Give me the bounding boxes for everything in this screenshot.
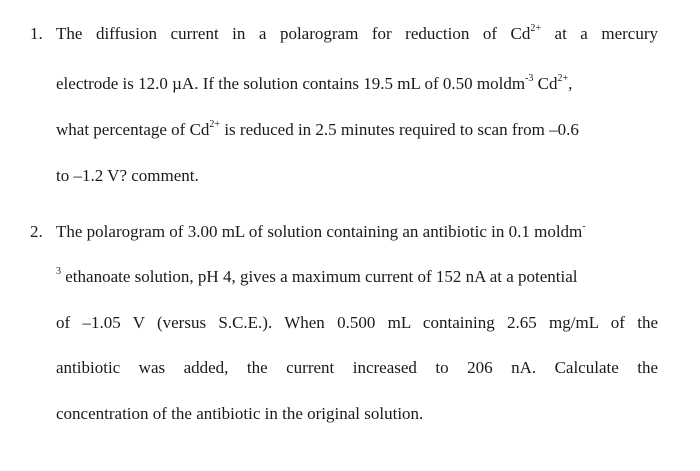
superscript-text: 2+	[557, 73, 569, 85]
text-segment: The diffusion current in a polarogram for reduction of Cd	[56, 24, 531, 43]
question-number: 1.	[30, 24, 43, 43]
superscript-text: 2+	[209, 119, 221, 131]
text-segment: is reduced in 2.5 minutes required to scan from –0.6	[220, 120, 579, 139]
question-line	[56, 222, 586, 242]
question-line	[56, 358, 658, 378]
text-segment: The polarogram of 3.00 mL of solution containing an antibiotic in 0.1 moldm	[56, 222, 583, 241]
text-segment: what percentage of Cd	[56, 120, 210, 139]
text-segment: of –1.05 V (versus S.C.E.). When 0.500 mL containing 2.65 mg/mL of the	[56, 313, 658, 332]
question-line	[56, 120, 579, 140]
question-number: 2.	[30, 222, 43, 241]
text-segment: to –1.2 V? comment.	[56, 166, 199, 185]
text-segment: electrode is 12.0 µA. If the solution contains 19.5 mL of 0.50 moldm	[56, 74, 526, 93]
question-line	[56, 166, 199, 186]
text-segment: at a mercury	[541, 24, 658, 43]
question-line	[56, 24, 658, 44]
question-line	[56, 313, 658, 333]
question-line	[56, 404, 423, 424]
question-line	[56, 267, 578, 287]
text-segment: ethanoate solution, pH 4, gives a maximum current of 152 nA at a potential	[61, 267, 578, 286]
superscript-text: -3	[525, 73, 534, 85]
superscript-text: 3	[56, 266, 61, 278]
text-segment: ,	[568, 74, 573, 93]
superscript-text: 2+	[530, 23, 542, 35]
question-line	[56, 74, 572, 94]
text-segment: antibiotic was added, the current increased to 206 nA. Calculate the	[56, 358, 658, 377]
text-segment: concentration of the antibiotic in the original solution.	[56, 404, 424, 423]
text-segment: Cd	[533, 74, 558, 93]
superscript-text: -	[582, 221, 586, 233]
